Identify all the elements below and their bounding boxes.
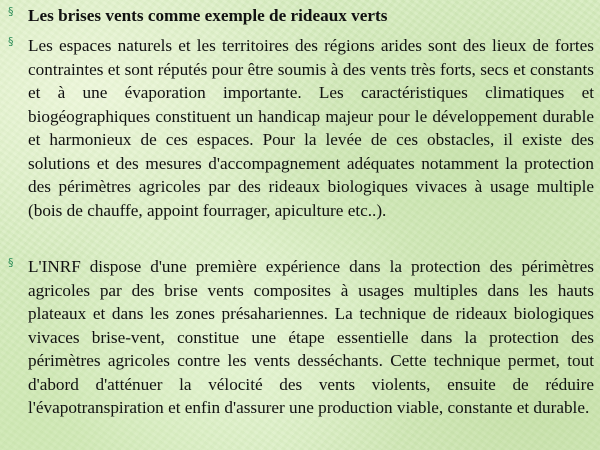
bullet-icon: §: [8, 256, 14, 269]
bullet-icon: §: [8, 35, 14, 48]
slide-heading: Les brises vents comme exemple de rideaux verts: [28, 6, 388, 25]
bullet-icon: §: [8, 5, 14, 18]
paragraph-arid-regions: Les espaces naturels et les territoires des régions arides sont des lieux de fortes contraintes et sont réputés pour être soumis à des vents très forts, secs et constants et à une évaporation importante. Les caractéristiques climatiques et biogéographiques constituent un handicap majeur pour le développement durable et harmonieux de ces espaces. Pour la levée de ces obstacles, il existe des solutions et des mesures d'accompagnement adéquates notamment la protection des périmètres agricoles par des rideaux biologiques vivaces à usage multiple (bois de chauffe, appoint fourrager, apiculture etc..).: [28, 36, 594, 220]
paragraph-inrf-experience: L'INRF dispose d'une première expérience dans la protection des périmètres agricoles par des brise vents composites à usages multiples dans les hauts plateaux et dans les zones présahariennes. La technique de rideaux biologiques vivaces brise-vent, constitue une étape essentielle dans la protection des périmètres agricoles contre les vents desséchants. Cette technique permet, tout d'abord d'atténuer la vélocité des vents violents, ensuite de réduire l'évapotranspiration et enfin d'assurer une production viable, constante et durable.: [28, 257, 594, 417]
